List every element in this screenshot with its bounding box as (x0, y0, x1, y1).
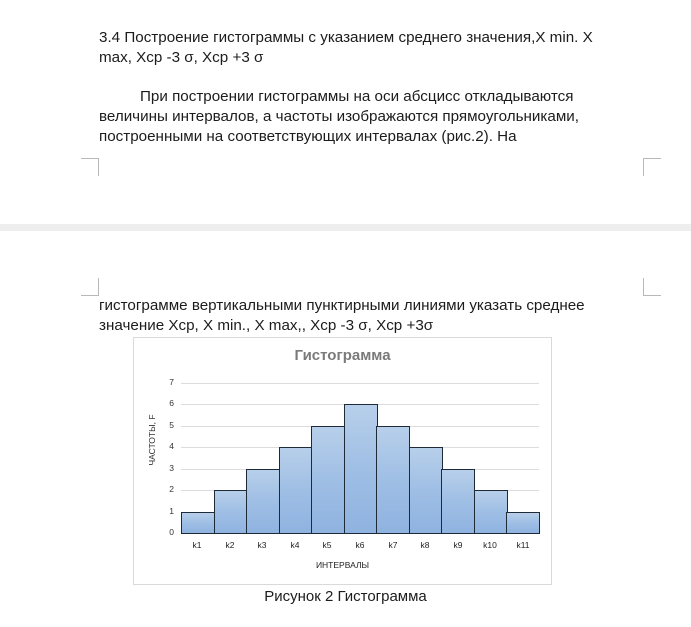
x-tick-label: k4 (290, 540, 300, 550)
margin-corner-bottom-left (81, 278, 99, 296)
histogram-bar-k1[interactable] (181, 512, 215, 534)
paragraph-line-1: При построении гистограммы на оси абсцисс откладываются (140, 88, 574, 105)
y-tick-label: 7 (169, 377, 174, 387)
paragraph-line-2: величины интервалов, а частоты изображаются прямоугольниками, (99, 108, 579, 125)
histogram-bar-k6[interactable] (344, 404, 378, 534)
x-tick-label: k1 (192, 540, 202, 550)
y-tick-label: 5 (169, 420, 174, 430)
x-tick-label: k2 (225, 540, 235, 550)
margin-corner-bottom-right (643, 278, 661, 296)
y-axis-label: ЧАСТОТЫ, F (147, 414, 157, 466)
y-tick-label: 6 (169, 398, 174, 408)
margin-corner-top-right (643, 158, 661, 176)
x-tick-label: k6 (355, 540, 365, 550)
x-tick-label: k11 (516, 540, 530, 550)
histogram-bar-k7[interactable] (376, 426, 410, 534)
chart-title: Гистограмма (294, 347, 391, 364)
document-page-1 (0, 0, 691, 226)
histogram-chart[interactable] (133, 337, 552, 585)
paragraph-line-4: гистограмме вертикальными пунктирными линиями указать среднее (99, 297, 585, 314)
x-tick-label: k8 (420, 540, 430, 550)
histogram-bar-k10[interactable] (474, 490, 508, 534)
histogram-bar-k8[interactable] (409, 447, 443, 534)
y-tick-label: 1 (169, 506, 174, 516)
x-tick-label: k9 (453, 540, 463, 550)
x-tick-label: k3 (257, 540, 267, 550)
y-tick-label: 2 (169, 484, 174, 494)
section-heading-line-2: max, Xcp -3 σ, Xcp +3 σ (99, 49, 264, 66)
x-axis-label: ИНТЕРВАЛЫ (315, 560, 370, 570)
page-separator (0, 224, 691, 231)
paragraph-line-3: построенными на соответствующих интервалах (рис.2). На (99, 128, 517, 145)
y-tick-label: 0 (169, 527, 174, 537)
x-tick-label: k10 (483, 540, 497, 550)
histogram-bar-k11[interactable] (506, 512, 540, 534)
x-tick-label: k5 (322, 540, 332, 550)
histogram-bar-k4[interactable] (279, 447, 313, 534)
histogram-bar-k5[interactable] (311, 426, 345, 534)
y-tick-label: 4 (169, 441, 174, 451)
histogram-bar-k2[interactable] (214, 490, 248, 534)
margin-corner-top-left (81, 158, 99, 176)
figure-caption: Рисунок 2 Гистограмма (264, 588, 427, 605)
y-tick-label: 3 (169, 463, 174, 473)
histogram-bar-k3[interactable] (246, 469, 280, 534)
gridline (181, 383, 539, 384)
paragraph-line-5: значение Xcp, X min., X max,, Xcp -3 σ, Xcp +3σ (99, 317, 434, 334)
histogram-bar-k9[interactable] (441, 469, 475, 534)
x-tick-label: k7 (388, 540, 398, 550)
section-heading-line-1: 3.4 Построение гистограммы с указанием среднего значения,X min. X (99, 29, 593, 46)
